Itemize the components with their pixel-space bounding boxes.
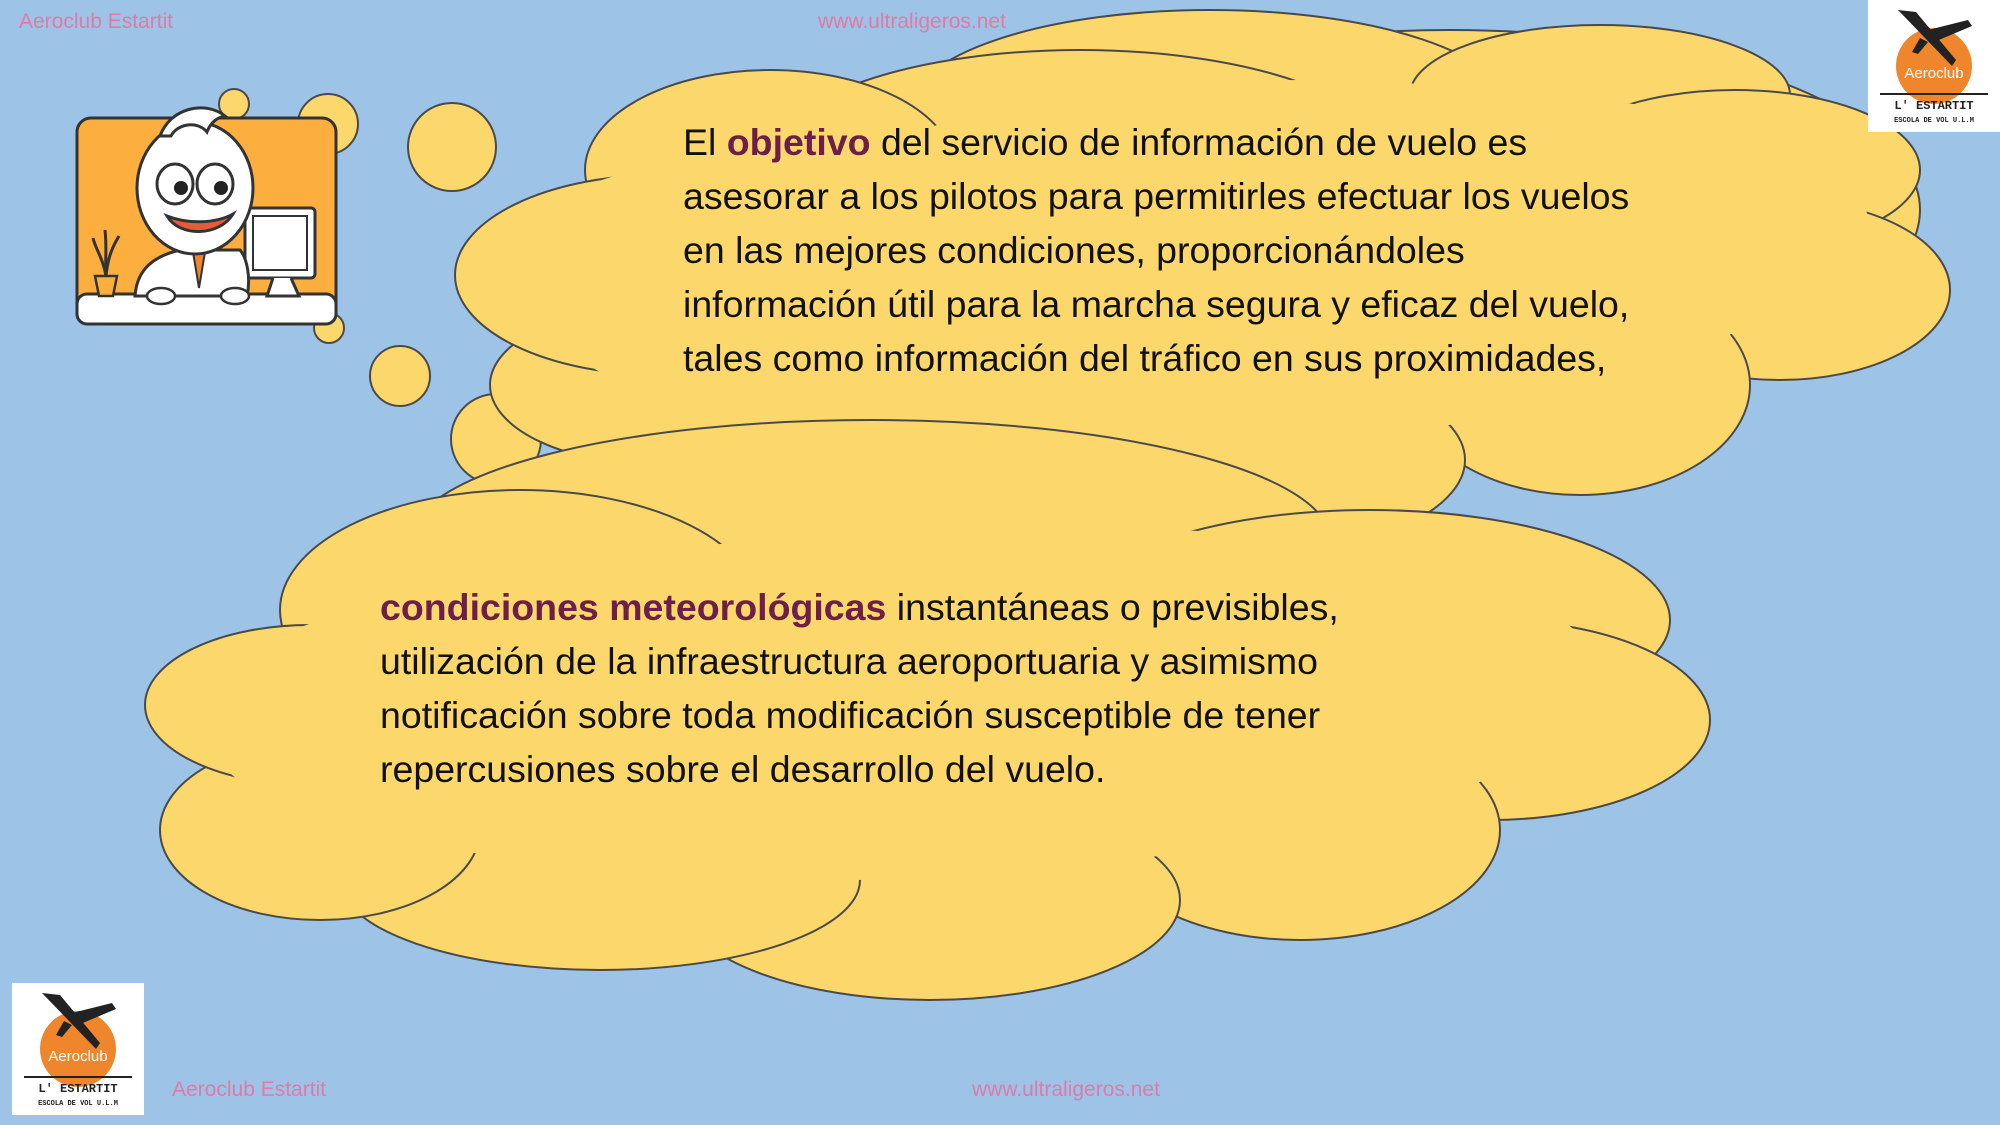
header-club-name: Aeroclub Estartit: [19, 10, 174, 33]
thought-bubble: [370, 346, 430, 406]
text-lead: El: [683, 121, 727, 163]
text-body: del servicio de información de vuelo es asesorar a los pilotos para permitirles efectuar los vuelos en las mejores condiciones, proporcionándoles información útil para la marcha segura y eficaz del vuelo, tales como información del tráfico en sus proximidades,: [683, 121, 1630, 379]
footer-website[interactable]: www.ultraligeros.net: [972, 1078, 1160, 1101]
aeroclub-logo-bottom[interactable]: [12, 983, 144, 1115]
aeroclub-logo-top[interactable]: [1868, 0, 2000, 132]
cloud-bottom-text: [380, 580, 1370, 796]
text-body: instantáneas o previsibles, utilización de la infraestructura aeroportuaria y asimismo notificación sobre toda modificación susceptible de tener repercusiones sobre el desarrollo del vuelo.: [380, 586, 1339, 790]
cloud-top-text: [683, 115, 1643, 385]
logo-title: Aeroclub: [1904, 65, 1964, 82]
logo-subtitle: L' ESTARTIT: [1894, 99, 1974, 113]
highlight-objetivo: objetivo: [726, 121, 871, 163]
character-head: [137, 122, 253, 254]
logo-tagline: ESCOLA DE VOL U.L.M: [1894, 117, 1974, 125]
header-website[interactable]: www.ultraligeros.net: [818, 10, 1006, 33]
character-illustration: [75, 98, 338, 326]
logo-title: Aeroclub: [48, 1048, 108, 1065]
logo-tagline: ESCOLA DE VOL U.L.M: [38, 1100, 118, 1108]
logo-subtitle: L' ESTARTIT: [38, 1082, 118, 1096]
eye-left: [157, 164, 193, 204]
footer-club-name: Aeroclub Estartit: [172, 1078, 327, 1101]
thought-bubble: [408, 103, 496, 191]
highlight-condiciones: condiciones meteorológicas: [380, 586, 887, 628]
desk: [77, 294, 336, 324]
eye-right: [197, 164, 233, 204]
